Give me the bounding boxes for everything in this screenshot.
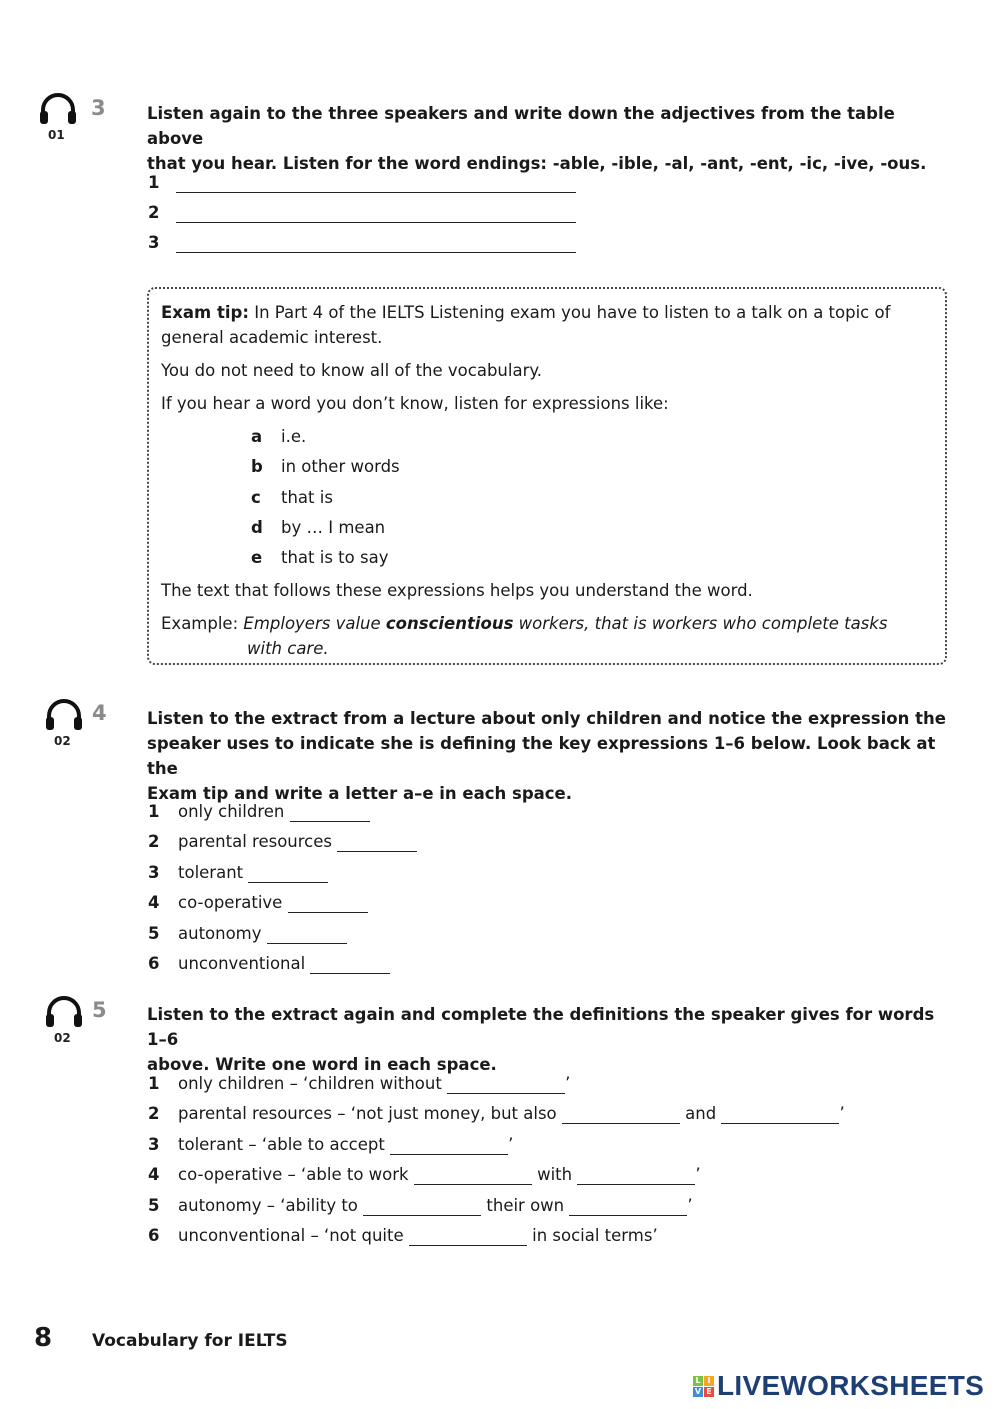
item-term: tolerant (178, 862, 249, 882)
instruction-line: speaker uses to indicate she is defining the key expressions 1–6 below. Look back at the (147, 734, 936, 778)
tip-intro (161, 300, 931, 325)
definition-text: parental resources – ‘not just money, but also (178, 1104, 562, 1124)
headphones-icon[interactable] (38, 92, 78, 148)
item-number: 1 (148, 802, 160, 821)
logo-letter-tile: E (704, 1387, 714, 1397)
expression-letter: b (251, 457, 263, 477)
item-number: 6 (148, 1226, 160, 1245)
answer-row (148, 171, 576, 195)
example-label: Example: (161, 614, 244, 633)
item-number: 4 (148, 1165, 160, 1185)
tip-text: general academic interest. (161, 328, 383, 347)
word-input[interactable] (363, 1197, 481, 1216)
answer-row (148, 1133, 513, 1157)
answer-row (148, 1224, 658, 1248)
track-number: 01 (48, 128, 65, 142)
item-number: 2 (148, 203, 160, 222)
expression-item (251, 486, 333, 510)
definition-text: unconventional – ‘not quite (178, 1226, 409, 1245)
expression-text: that is to say (281, 548, 389, 568)
expression-letter: c (251, 487, 261, 507)
track-number: 02 (54, 1031, 71, 1045)
item-term: autonomy (178, 923, 267, 943)
expression-letter: e (251, 548, 263, 568)
definition-text: only children – ‘children without (178, 1074, 448, 1093)
expression-text: in other words (281, 457, 400, 477)
word-input[interactable] (414, 1166, 532, 1185)
instruction-line: Exam tip and write a letter a–e in each space. (147, 784, 573, 803)
word-input[interactable] (390, 1136, 508, 1155)
letter-input[interactable] (248, 864, 328, 883)
expression-text: i.e. (281, 427, 307, 446)
letter-input[interactable] (288, 894, 368, 913)
instruction-line: Listen to the extract again and complete the definitions the speaker gives for words 1–6 (147, 1005, 935, 1049)
instruction-line: that you hear. Listen for the word endings: -able, -ible, -al, -ant, -ent, -ic, -ive, -ous. (147, 154, 927, 173)
example-keyword: conscientious (385, 614, 514, 633)
answer-row (148, 1163, 701, 1187)
answer-row (148, 201, 576, 225)
item-term: parental resources (178, 832, 338, 852)
answer-input[interactable] (176, 204, 576, 223)
logo-icon (693, 1376, 714, 1397)
word-input[interactable] (447, 1075, 565, 1094)
example-text: with care. (247, 639, 329, 658)
answer-input[interactable] (176, 234, 576, 253)
word-input[interactable] (562, 1105, 680, 1124)
headphones-icon[interactable] (44, 698, 84, 754)
page-number: 8 (34, 1323, 53, 1353)
item-number: 2 (148, 832, 160, 852)
instruction-line: Listen again to the three speakers and write down the adjectives from the table above (147, 104, 895, 148)
instruction-line: Listen to the extract from a lecture about only children and notice the expression the (147, 709, 946, 728)
tip-text: The text that follows these expressions helps you understand the word. (161, 581, 753, 600)
headphones-icon[interactable] (44, 995, 84, 1051)
item-number: 3 (148, 1134, 160, 1154)
letter-input[interactable] (337, 833, 417, 852)
exercise-4-instruction (147, 706, 947, 806)
answer-row (148, 1102, 845, 1126)
definition-text: and (679, 1104, 722, 1124)
item-term: only children (178, 802, 290, 821)
item-number: 5 (148, 923, 160, 943)
answer-row (148, 891, 368, 915)
answer-row (148, 1194, 693, 1218)
logo-wordmark: LIVEWORKSHEETS (717, 1370, 985, 1401)
letter-input[interactable] (267, 925, 347, 944)
answer-row (148, 830, 417, 854)
definition-text: co-operative – ‘able to work (178, 1165, 414, 1185)
instruction-line: above. Write one word in each space. (147, 1055, 497, 1074)
logo-letter-tile: L (693, 1376, 703, 1386)
exam-tip-box (147, 287, 947, 665)
item-number: 1 (148, 1074, 160, 1093)
item-number: 3 (148, 233, 160, 252)
item-number: 6 (148, 954, 160, 973)
expression-letter: a (251, 427, 263, 446)
expression-text: by … I mean (281, 517, 386, 537)
item-number: 1 (148, 173, 160, 192)
definition-text: with (531, 1165, 578, 1185)
item-number: 3 (148, 862, 160, 882)
expression-item (251, 455, 400, 479)
definition-text: ’ (508, 1134, 514, 1154)
exercise-number: 3 (91, 96, 106, 120)
item-number: 4 (148, 893, 160, 913)
word-input[interactable] (409, 1227, 527, 1246)
definition-text: autonomy – ‘ability to (178, 1195, 364, 1215)
exercise-3-instruction (147, 101, 947, 176)
answer-row (148, 1072, 570, 1096)
book-title: Vocabulary for IELTS (92, 1331, 288, 1351)
expression-item (251, 425, 306, 449)
expression-text: that is (281, 487, 333, 507)
tip-text: In Part 4 of the IELTS Listening exam you have to listen to a talk on a topic of (248, 303, 891, 322)
tip-example (161, 611, 931, 636)
tip-label: Exam tip: (161, 303, 249, 322)
letter-input[interactable] (290, 803, 370, 822)
exercise-number: 4 (92, 701, 107, 725)
item-number: 5 (148, 1195, 160, 1215)
example-text: workers, that is workers who complete tasks (513, 614, 888, 633)
definition-text: ’ (565, 1074, 571, 1093)
exercise-5-instruction (147, 1002, 947, 1077)
answer-row (148, 861, 328, 885)
word-input[interactable] (577, 1166, 695, 1185)
example-text: Employers value (243, 614, 386, 633)
tip-text: You do not need to know all of the vocabulary. (161, 361, 543, 380)
exercise-number: 5 (92, 998, 107, 1022)
answer-row (148, 800, 370, 824)
item-term: unconventional (178, 954, 311, 973)
liveworksheets-logo (693, 1370, 984, 1402)
answer-row (148, 231, 576, 255)
word-input[interactable] (569, 1197, 687, 1216)
definition-text: ’ (695, 1165, 701, 1185)
expression-item (251, 546, 388, 570)
answer-row (148, 922, 347, 946)
definition-text: their own (481, 1195, 570, 1215)
letter-input[interactable] (310, 955, 390, 974)
definition-text: ’ (839, 1104, 845, 1124)
answer-input[interactable] (176, 174, 576, 193)
answer-row (148, 952, 390, 976)
tip-text: If you hear a word you don’t know, listen for expressions like: (161, 394, 669, 413)
item-term: co-operative (178, 893, 288, 913)
word-input[interactable] (721, 1105, 839, 1124)
item-number: 2 (148, 1104, 160, 1124)
logo-letter-tile: I (704, 1376, 714, 1386)
tip-example-cont (247, 636, 1000, 661)
definition-text: in social terms’ (526, 1226, 658, 1245)
expression-letter: d (251, 517, 263, 537)
definition-text: tolerant – ‘able to accept (178, 1134, 391, 1154)
track-number: 02 (54, 734, 71, 748)
expression-item (251, 516, 385, 540)
definition-text: ’ (687, 1195, 693, 1215)
logo-letter-tile: V (694, 1386, 702, 1396)
